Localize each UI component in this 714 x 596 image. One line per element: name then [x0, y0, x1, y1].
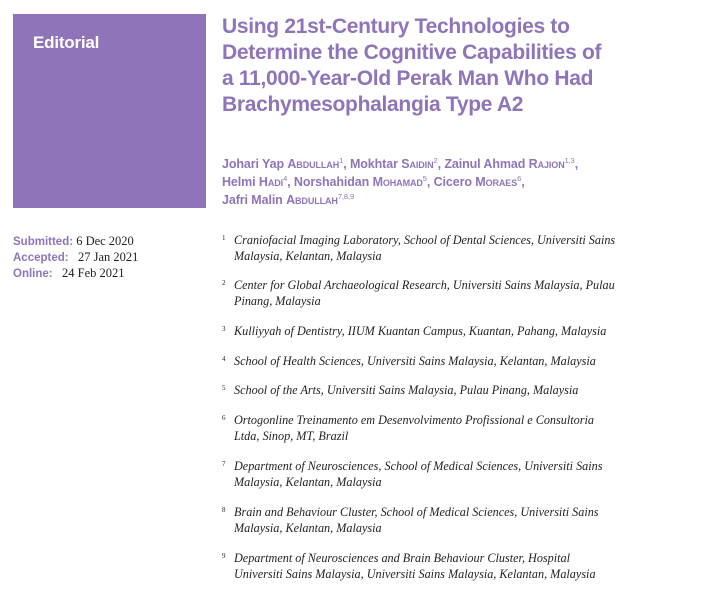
affiliation: 9 Department of Neurosciences and Brain Behaviour Cluster, Hospital Universiti Sains Malaysia, Universiti Sains Malaysia, Kelantan, Malaysia — [222, 551, 596, 581]
author-line: Johari Yap Abdullah$^1$, Mokhtar Saidin$^2$, Zainul Ahmad Rajion$^{1,3}$, — [222, 156, 579, 171]
affiliation: 6 Ortogonline Treinamento em Desenvolvimento Profissional e Consultoria Ltda, Sinop, MT, Brazil — [222, 413, 594, 443]
affiliation: 5 School of the Arts, Universiti Sains Malaysia, Pulau Pinang, Malaysia — [222, 383, 579, 397]
affiliation: 8 Brain and Behaviour Cluster, School of Medical Sciences, Universiti Sains Malaysia, Kelantan, Malaysia — [222, 505, 599, 535]
article-title — [222, 14, 702, 118]
section-label: Editorial — [33, 33, 100, 52]
author: Zainul Ahmad Rajion$^{1,3}$ — [444, 156, 575, 171]
submitted-date: Submitted: 6 Dec 2020 — [13, 234, 134, 248]
affiliation: 7 Department of Neurosciences, School of Medical Sciences, Universiti Sains Malaysia, Kelantan, Malaysia — [222, 459, 603, 489]
affiliation: 2 Center for Global Archaeological Research, Universiti Sains Malaysia, Pulau Pinang, Malaysia — [222, 278, 615, 308]
title-line: Using 21st-Century Technologies to — [222, 15, 570, 38]
online-date: Online: 24 Feb 2021 — [13, 266, 125, 280]
affiliation: 4 School of Health Sciences, Universiti Sains Malaysia, Kelantan, Malaysia — [222, 354, 596, 368]
author: Mokhtar Saidin$^2$ — [349, 156, 438, 171]
author-line — [222, 191, 702, 209]
affiliation: 1 Craniofacial Imaging Laboratory, School of Dental Sciences, Universiti Sains Malaysia, Kelantan, Malaysia — [222, 233, 616, 263]
author: Helmi Hadi$^4$ — [222, 174, 288, 189]
title-line: Brachymesophalangia Type A2 — [222, 93, 524, 116]
author: Jafri Malin Abdullah$^{7,8,9}$ — [222, 192, 355, 207]
title-line: a 11,000-Year-Old Perak Man Who Had — [222, 67, 594, 90]
author: Norshahidan Mohamad$^5$ — [293, 174, 427, 189]
title-line: Determine the Cognitive Capabilities of — [222, 41, 602, 64]
accepted-date: Accepted: 27 Jan 2021 — [13, 250, 139, 264]
article-dates — [13, 234, 203, 282]
affiliation: 3 Kulliyyah of Dentistry, IIUM Kuantan Campus, Kuantan, Pahang, Malaysia — [222, 324, 607, 338]
author-line: Helmi Hadi$^4$, Norshahidan Mohamad$^5$, Cicero Moraes$^6$, — [222, 174, 525, 189]
author: Cicero Moraes$^6$ — [433, 174, 522, 189]
section-label-box — [13, 14, 206, 208]
author: Johari Yap Abdullah$^1$ — [222, 156, 344, 171]
author-list — [222, 155, 702, 209]
